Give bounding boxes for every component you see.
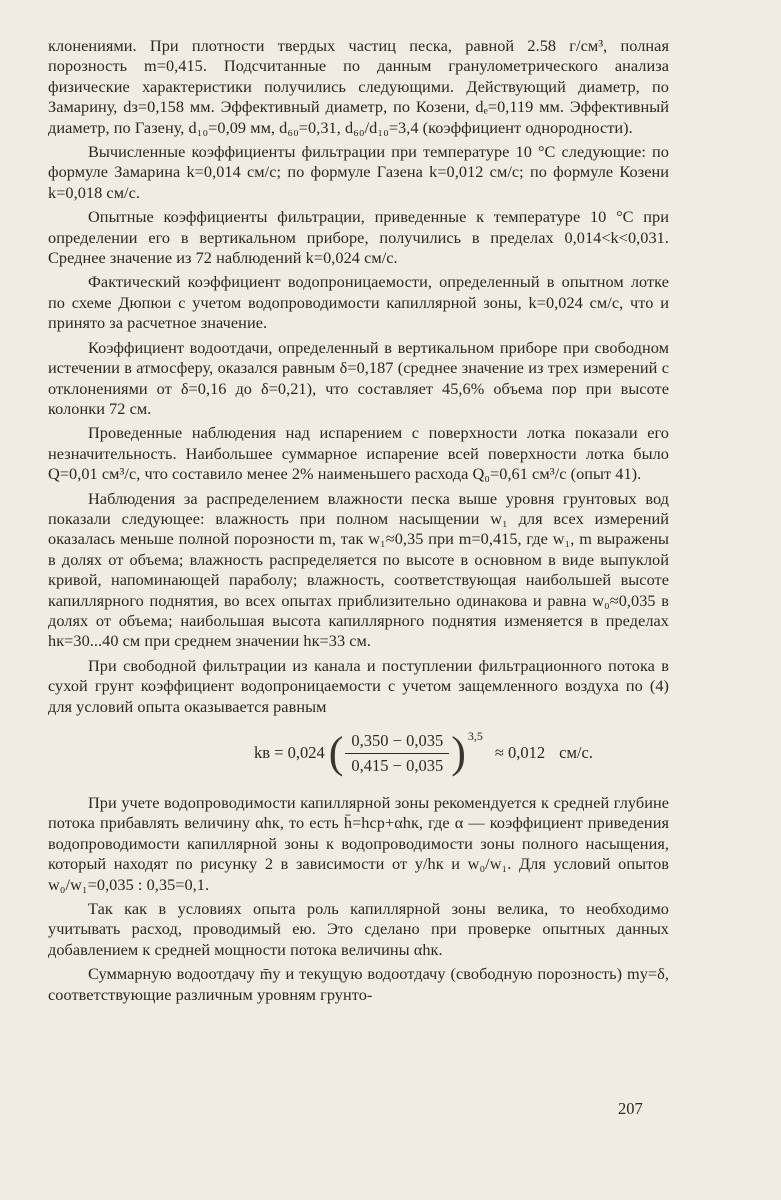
paragraph-3: Опытные коэффициенты фильтрации, приведенные к температуре 10 °C при определении его в вертикальном приборе, получились в пределах 0,014<k<0,031. Среднее значение из 72 наблюдений k=0,024 см/с. [48,207,669,268]
paragraph-6: Проведенные наблюдения над испарением с поверхности лотка показали его незначительность. Наибольшее суммарное испарение всей поверхности лотка было Q=0,01 см³/с, что составило менее 2% наименьшего расхода Q₀=0,61 см³/с (опыт 41). [48,423,669,484]
paragraph-7: Наблюдения за распределением влажности песка выше уровня грунтовых вод показали следующее: влажность при полном насыщении w₁ для всех измерений оказалась меньше полной порозности m, так w₁≈0,35 при m=0,415, где w₁, m выражены в долях от объема; влажность распределяется по высоте в основном в виде выпуклой кривой, напоминающей параболу; влажность, соответствующая наибольшей высоте капиллярного поднятия, во всех опытах приблизительно одинакова и равна w₀≈0,035 в долях от объема; наибольшая высота капиллярного поднятия изменяется в пределах hк=30...40 см при среднем значении hк=33 см. [48,488,669,651]
formula-fraction [345,731,449,776]
paragraph-10: Так как в условиях опыта роль капиллярной зоны велика, то необходимо учитывать расход, проводимый ею. Это сделано при проверке опытных данных добавлением к средней мощности потока величины αhк. [48,899,669,959]
paragraph-2: Вычисленные коэффициенты фильтрации при температуре 10 °C следующие: по формуле Замарина k=0,014 см/с; по формуле Газена k=0,012 см/с; по формуле Козени k=0,018 см/с. [48,142,669,202]
formula-lhs: kв = 0,024 [254,743,325,762]
page-number: 207 [618,1099,643,1118]
paragraph-1: клонениями. При плотности твердых частиц песка, равной 2.58 г/см³, полная порозность m=0,415. Подсчитанные по данным гранулометрического анализа физические характеристики получились следующими. Действующий диаметр, по Замарину, dз=0,158 мм. Эффективный диаметр, по Козени, dₑ=0,119 мм. Эффективный диаметр, по Газену, d₁₀=0,09 мм, d₆₀=0,31, d₆₀/d₁₀=3,4 (коэффициент однородности). [48,36,669,137]
formula-rhs: ≈ 0,012 [494,743,546,762]
paragraph-5: Коэффициент водоотдачи, определенный в вертикальном приборе при свободном истечении в атмосферу, оказался равным δ=0,187 (среднее значение из трех измерений с отклонениями от δ=0,16 до δ=0,21), что составляет 45,6% объема пор при высоте колонки 72 см. [48,337,669,418]
paragraph-4: Фактический коэффициент водопроницаемости, определенный в опытном лотке по схеме Дюпюи с учетом водопроводимости капиллярной зоны, k=0,024 см/с, что и принято за расчетное значение. [48,272,669,333]
formula-unit: см/с. [559,743,593,762]
formula-exponent: 3,5 [467,729,483,743]
formula-numerator: 0,350 − 0,035 [345,731,449,754]
paragraph-8: При свободной фильтрации из канала и поступлении фильтрационного потока в сухой грунт коэффициент водопроницаемости с учетом защемленного воздуха по (4) для условий опыта оказывается равным [48,655,669,716]
paragraph-9: При учете водопроводимости капиллярной зоны рекомендуется к средней глубине потока прибавлять величину αhк, то есть h̄=hср+αhк, где α — коэффициент приведения водопроводимости капиллярной зоны к водопроводимости зоны полного насыщения, который находят по рисунку 2 в зависимости от y/hк и w₀/w₁. Для условий опытов w₀/w₁=0,035 : 0,35=0,1. [48,793,669,894]
paragraph-11: Суммарную водоотдачу m̄y и текущую водоотдачу (свободную порозность) my=δ, соответствующие различным уровням грунто- [48,964,669,1004]
formula-denominator: 0,415 − 0,035 [351,755,444,775]
formula-left-paren: ( [328,728,344,777]
formula-kv [178,721,669,785]
formula-right-paren: ) [451,728,466,777]
